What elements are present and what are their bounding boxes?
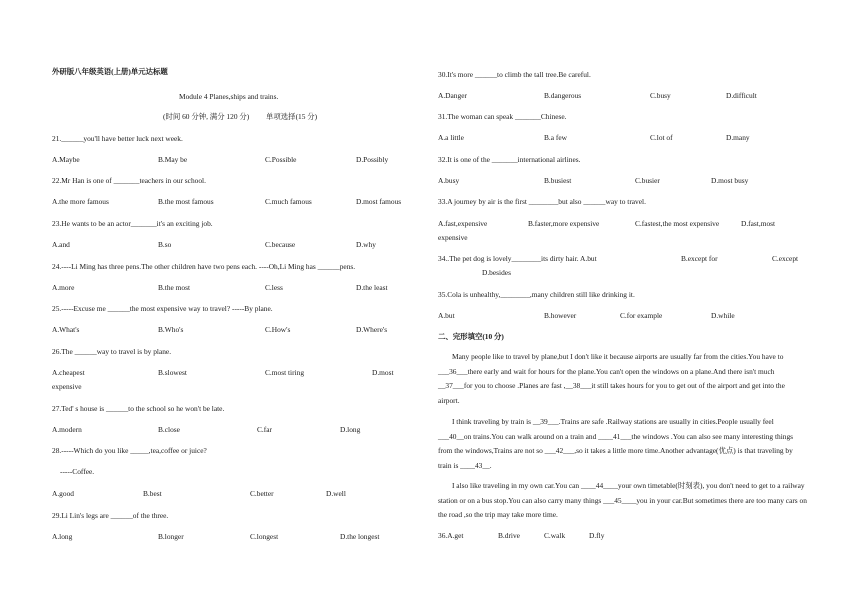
question-stem: 31.The woman can speak _______Chinese.: [438, 112, 567, 121]
option: D.most busy: [711, 176, 749, 185]
question-stem: 32.It is one of the _______international airlines.: [438, 155, 581, 164]
question-stem: 24.----Li Ming has three pens.The other children have two pens each. ----Oh,Li Ming has ______pens.: [52, 262, 356, 271]
option: A.Danger: [438, 91, 467, 100]
option: C.longest: [250, 532, 279, 541]
option: A.more: [52, 283, 75, 292]
option: A.and: [52, 240, 70, 249]
option: A.the more famous: [52, 197, 109, 206]
option: B.longer: [158, 532, 184, 541]
question-stem: 22.Mr Han is one of _______teachers in our school.: [52, 176, 206, 185]
option-continuation: expensive: [52, 382, 82, 391]
option: B.so: [158, 240, 172, 249]
question-stem: 34..The pet dog is lovely________its dirty hair. A.but: [438, 254, 597, 263]
option: A.What's: [52, 325, 80, 334]
option: C.because: [265, 240, 296, 249]
option: D.difficult: [726, 91, 757, 100]
module-title: Module 4 Planes,ships and trains.: [179, 92, 279, 101]
option: A.long: [52, 532, 73, 541]
option: A.cheapest: [52, 368, 85, 377]
option: D.fast,most: [741, 219, 776, 228]
question-stem-reply: -----Coffee.: [60, 467, 95, 476]
option: B.close: [158, 425, 180, 434]
option: D.Possibly: [356, 155, 389, 164]
option: C.better: [250, 489, 274, 498]
option: B.slowest: [158, 368, 187, 377]
option: C.busier: [635, 176, 660, 185]
option: B.best: [143, 489, 162, 498]
option: B.however: [544, 311, 577, 320]
question-stem: 29.Li Lin's legs are ______of the three.: [52, 511, 169, 520]
passage-paragraph-3: I also like traveling in my own car.You can ____44____your own timetable(时刻表), you don't need to get to a railway station or on a bus stop.You can also carry many things ___45____you in your car.But sometimes there are too many cars on the road ,so the trip may take more time.: [438, 481, 807, 519]
option: C.less: [265, 283, 283, 292]
option: B.dangerous: [544, 91, 582, 100]
option: A.fast,expensive: [438, 219, 488, 228]
option: B.the most: [158, 283, 191, 292]
option: C.Possible: [265, 155, 297, 164]
question-stem: 25.-----Excuse me ______the most expensive way to travel? -----By plane.: [52, 304, 273, 313]
option: B.a few: [544, 133, 567, 142]
question-stem: 27.Ted' s house is ______to the school so he won't be late.: [52, 404, 225, 413]
option: A.good: [52, 489, 74, 498]
option: A.busy: [438, 176, 460, 185]
option: B.Who's: [158, 325, 184, 334]
passage-paragraph-1: Many people like to travel by plane,but I don't like it because airports are usually far from the cities.You have to ___36___there early and wait for hours for the plane.You can't open the windows on a plane.And there isn't much __37___for you to choose .Planes are fast ,__38___it still takes hours for you to get out of the airport and get into the airport.: [438, 352, 785, 405]
option: D.why: [356, 240, 376, 249]
option: C.busy: [650, 91, 671, 100]
question-stem: 36.A.get: [438, 531, 464, 540]
option: B.busiest: [544, 176, 572, 185]
option: C.walk: [544, 531, 566, 540]
section-1-heading: 单项选择(15 分): [266, 112, 318, 121]
option: A.a little: [438, 133, 464, 142]
worksheet-title: 外研版八年级英语(上册)单元达标题: [52, 67, 168, 76]
option-continuation: expensive: [438, 233, 468, 242]
option: C.for example: [620, 311, 663, 320]
option: D.most famous: [356, 197, 402, 206]
option: C.much famous: [265, 197, 312, 206]
passage-paragraph-2: I think traveling by train is __39___.Trains are safe .Railway stations are usually in cities.People usually feel ___40__on trains.You can walk around on a train and ____41___the windows .You can also see many interesting things from the windows,Trains are not so ___42___,so it takes a little more time.Another advantage(优点) is that traveling by train is ____43__.: [438, 417, 794, 470]
question-stem: 33.A journey by air is the first ________but also ______way to travel.: [438, 197, 646, 206]
option: D.most: [372, 368, 394, 377]
option: C.lot of: [650, 133, 673, 142]
option: D.Where's: [356, 325, 388, 334]
option: B.the most famous: [158, 197, 214, 206]
option: D.the least: [356, 283, 388, 292]
time-info: (时间 60 分钟, 满分 120 分): [163, 112, 250, 121]
question-stem: 26.The ______way to travel is by plane.: [52, 347, 172, 356]
option: D.the longest: [340, 532, 380, 541]
option: B.May be: [158, 155, 188, 164]
option: D.long: [340, 425, 361, 434]
option: A.but: [438, 311, 455, 320]
option: C.far: [257, 425, 272, 434]
option: B.faster,more expensive: [528, 219, 600, 228]
option: B.except for: [681, 254, 718, 263]
option: D.well: [326, 489, 346, 498]
question-stem: 28.-----Which do you like _____,tea,coffee or juice?: [52, 446, 207, 455]
question-stem: 35.Cola is unhealthy,________,many children still like drinking it.: [438, 290, 635, 299]
option: C.fastest,the most expensive: [635, 219, 720, 228]
option: A.Maybe: [52, 155, 80, 164]
option: D.fly: [589, 531, 605, 540]
option: C.How's: [265, 325, 291, 334]
option: A.modern: [52, 425, 82, 434]
option: D.many: [726, 133, 750, 142]
option: B.drive: [498, 531, 520, 540]
question-stem: 21.______you'll have better luck next week.: [52, 134, 183, 143]
question-stem: 30.It's more ______to climb the tall tree.Be careful.: [438, 70, 591, 79]
section-2-heading: 二、完形填空(10 分): [438, 332, 504, 341]
option: C.most tiring: [265, 368, 305, 377]
option: D.while: [711, 311, 735, 320]
option-continuation: D.besides: [482, 268, 511, 277]
option: C.except: [772, 254, 799, 263]
question-stem: 23.He wants to be an actor_______it's an exciting job.: [52, 219, 213, 228]
